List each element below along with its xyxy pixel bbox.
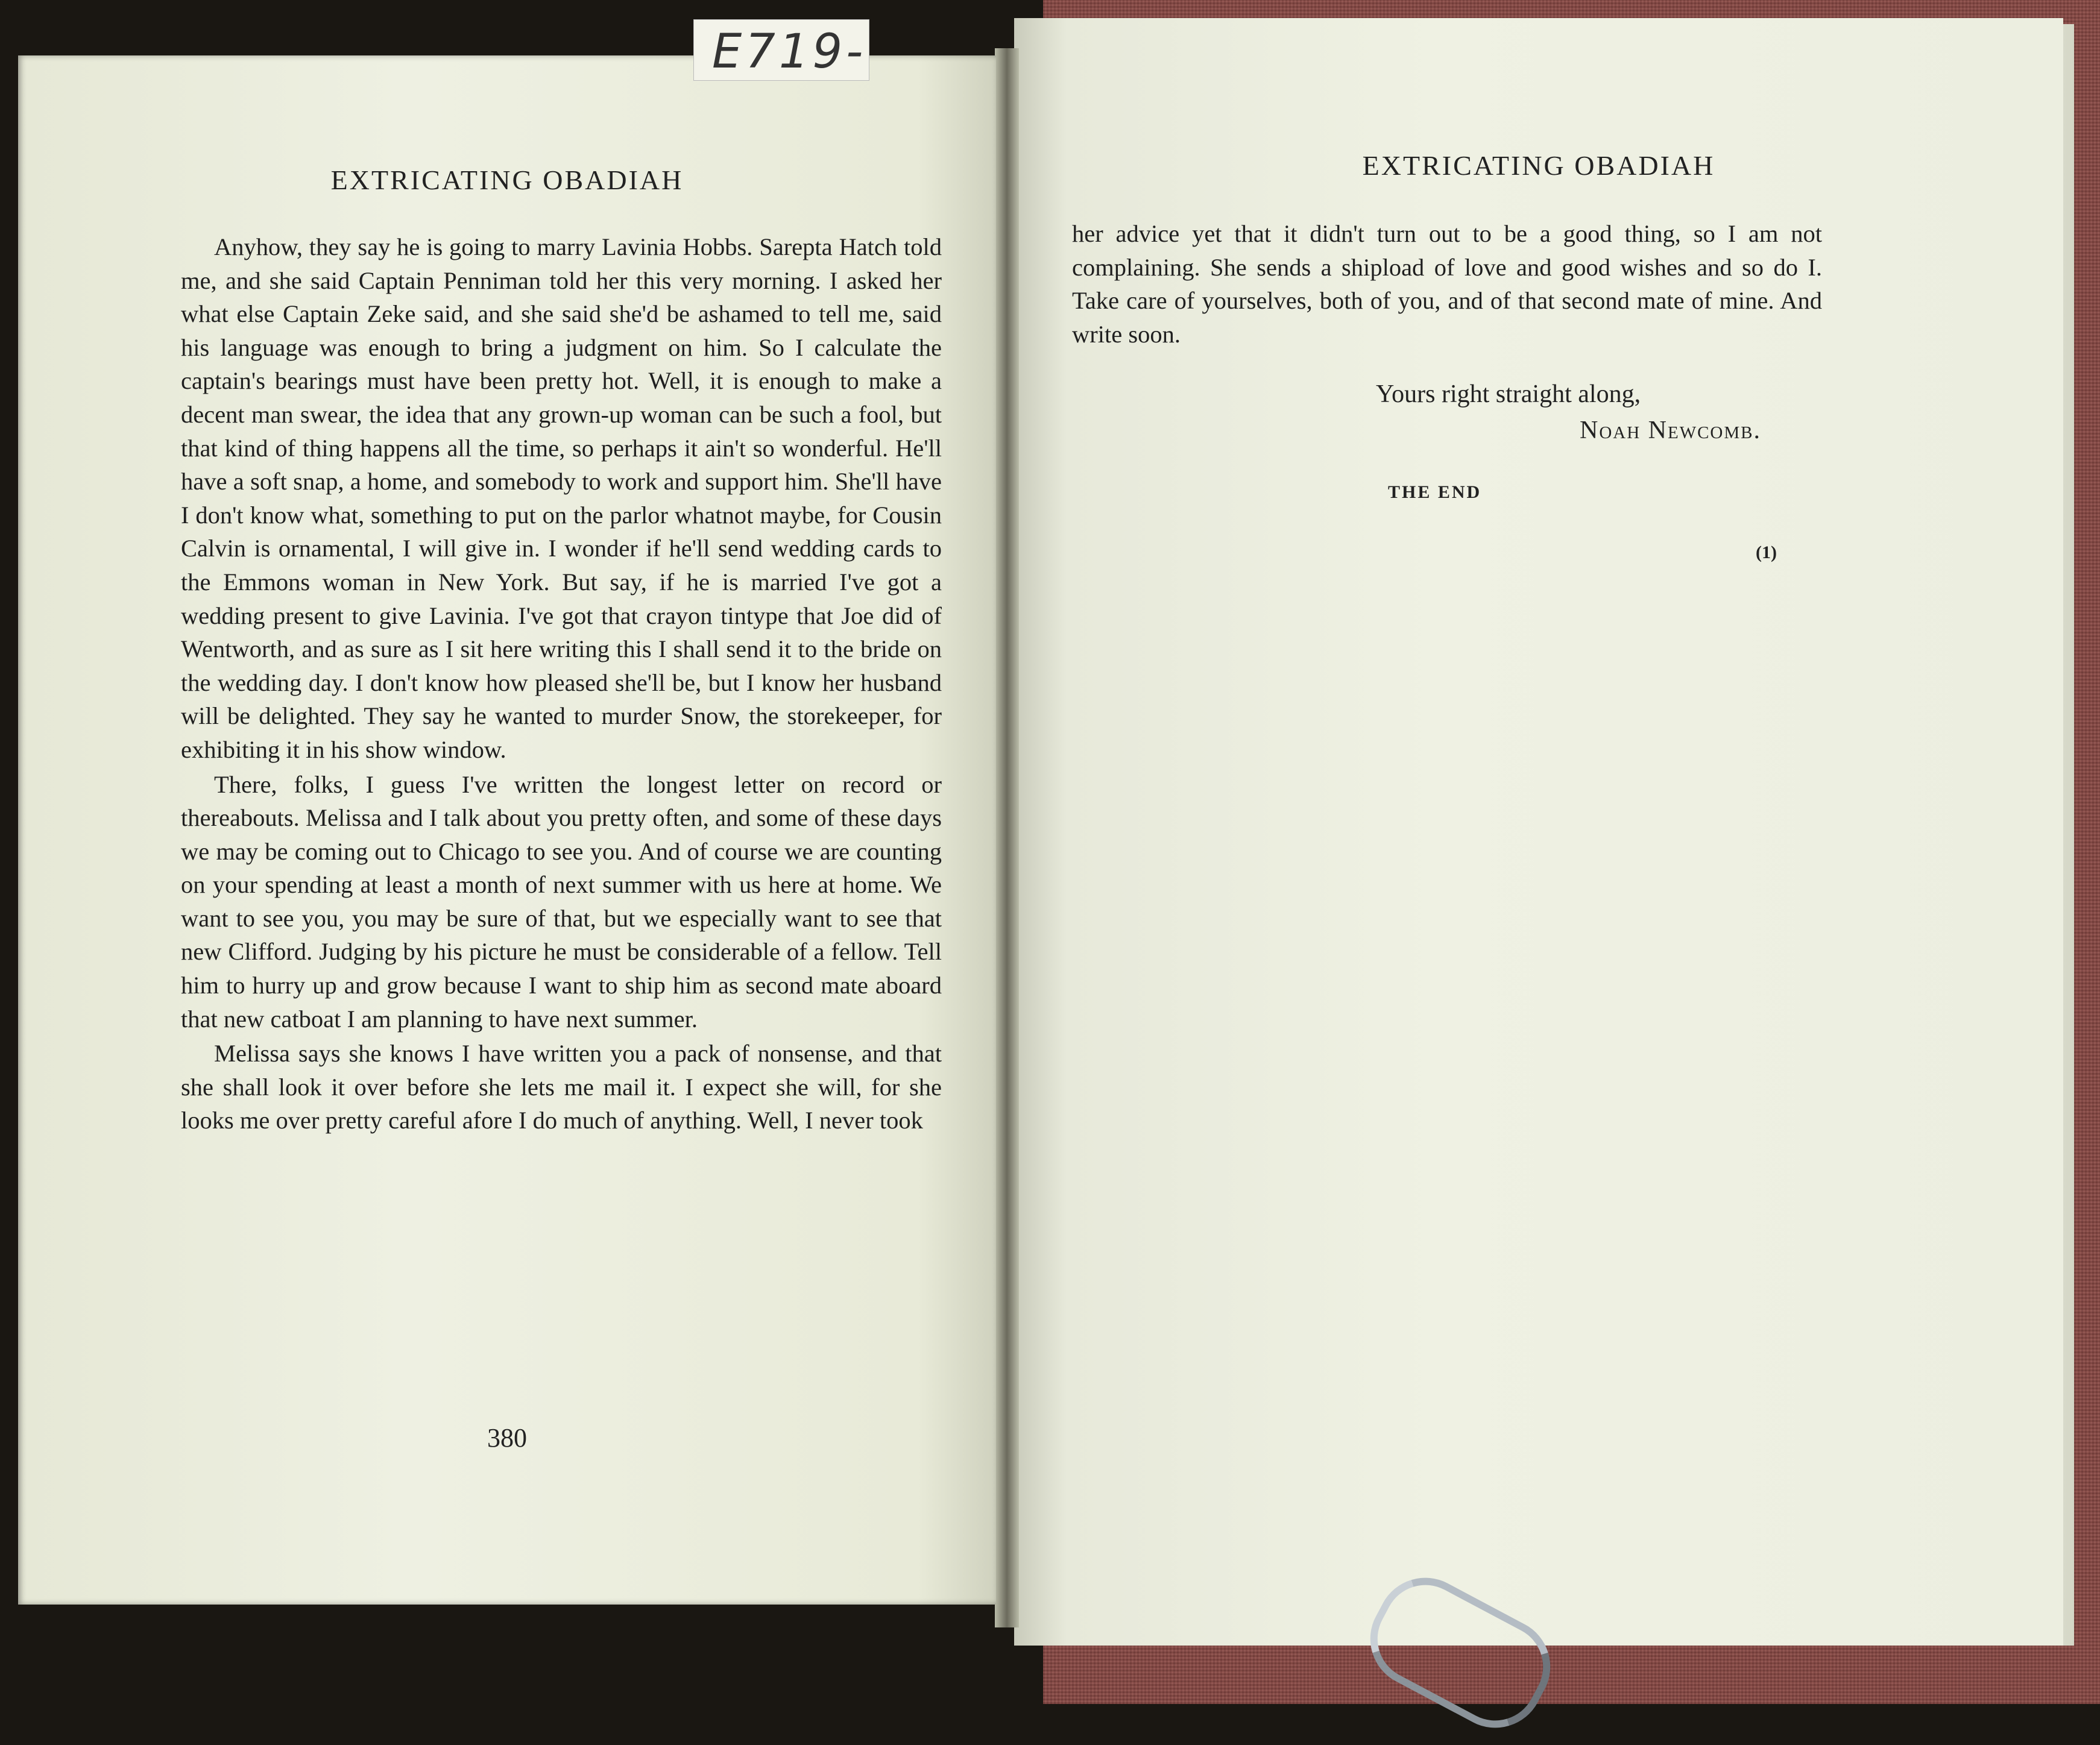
- library-tag-label: E719-: [712, 25, 867, 79]
- the-end-label: THE END: [1388, 482, 1482, 502]
- book-gutter: [995, 48, 1019, 1627]
- letter-signature: Noah Newcomb.: [1580, 417, 1761, 444]
- letter-closing: Yours right straight along,: [1376, 380, 1641, 408]
- left-page-text: [181, 230, 942, 1137]
- running-head-right: EXTRICATING OBADIAH: [1362, 150, 1715, 181]
- library-tag: [693, 19, 869, 81]
- right-page: [1014, 18, 2063, 1646]
- left-page: [18, 55, 996, 1605]
- closing-paragraph: her advice yet that it didn't turn out to be a good thing, so I am not complaining. She sends a shipload of love and good wishes and so do I. Take care of yourselves, both of you, and of that second mate of mine. And write soon.: [1072, 220, 1822, 348]
- running-head-left: EXTRICATING OBADIAH: [330, 165, 684, 195]
- paragraph: Anyhow, they say he is going to marry Lavinia Hobbs. Sarepta Hatch told me, and she said Captain Penniman told her this very morning. I asked her what else Captain Zeke said, and she said she'd be ashamed to tell me, said his language was enough to bring a judgment on him. So I calculate the captain's bearings must have been pretty hot. Well, it is enough to make a decent man swear, the idea that any grown-up woman can be such a fool, but that kind of thing happens all the time, so perhaps it ain't so wonderful. He'll have a soft snap, a home, and somebody to work and support him. She'll have I don't know what, something to put on the parlor whatnot maybe, for Cousin Calvin is ornamental, I will give in. I wonder if he'll send wedding cards to the Emmons woman in New York. But say, if he is married I've got a wedding present to give Lavinia. I've got that crayon tintype that Joe did of Wentworth, and as sure as I sit here writing this I shall send it to the bride on the wedding day. I don't know how pleased she'll be, but I know her husband will be delighted. They say he wanted to murder Snow, the storekeeper, for exhibiting it in his show window.: [181, 233, 942, 763]
- footnote-mark: (1): [1756, 542, 1777, 562]
- paragraph: There, folks, I guess I've written the longest letter on record or thereabouts. Melissa and I talk about you pretty often, and some of these days we may be coming out to Chicago to see you. And of course we are counting on your spending at least a month of next summer with us here at home. We want to see you, you may be sure of that, but we especially want to see that new Clifford. Judging by his picture he must be considerable of a fellow. Tell him to hurry up and grow because I want to ship him as second mate aboard that new catboat I am planning to have next summer.: [181, 770, 942, 1033]
- page-number: 380: [487, 1423, 527, 1453]
- right-page-text: [1072, 217, 1822, 351]
- paragraph: Melissa says she knows I have written you a pack of nonsense, and that she shall look it over before she lets me mail it. I expect she will, for she looks me over pretty careful afore I do much of anything. Well, I never took: [181, 1040, 942, 1134]
